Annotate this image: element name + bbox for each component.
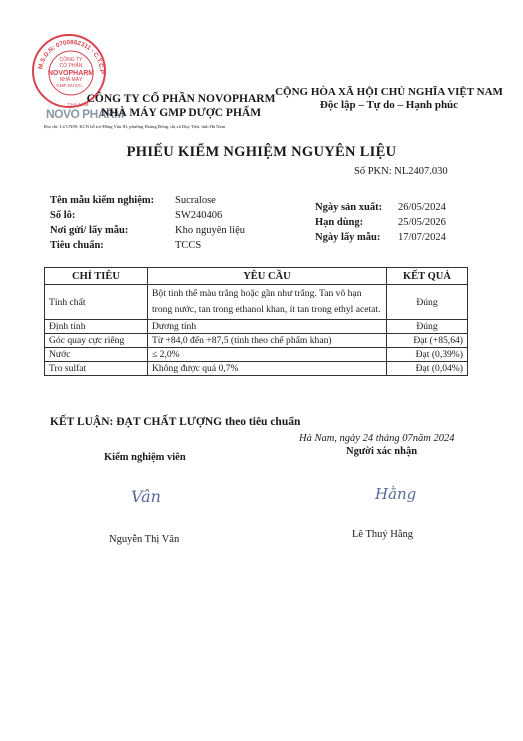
exp-date-label: Hạn dùng: (315, 217, 364, 228)
row-requirement: Từ +84,0 đến +87,5 (tính theo chế phẩm khan) (148, 334, 387, 348)
requirement-line1: Bột tinh thể màu trắng hoặc gần như trắng. Tan vô hạn (152, 288, 362, 299)
info-values-left (175, 193, 245, 253)
sample-name-label: Tên mẫu kiểm nghiệm: (50, 195, 155, 206)
row-item: Tro sulfat (45, 362, 148, 376)
sender-value: Kho nguyên liệu (175, 225, 245, 236)
stamp-line4: NHÀ MÁY (59, 77, 83, 83)
requirement-line2: trong nước, tan trong ethanol khan, ít tan trong ethyl acetat. (152, 304, 381, 315)
sender-label: Nơi gửi/ lấy mẫu: (50, 225, 129, 236)
sample-name-value: Sucralose (175, 195, 216, 206)
row-result: Đúng (387, 320, 468, 334)
stamp-ring-text: M.S.D.N: 0700862311 - C.T.C.P (37, 38, 106, 75)
document-title: PHIẾU KIỂM NGHIỆM NGUYÊN LIỆU (126, 144, 397, 160)
right-signer-name: Lê Thuý Hằng (352, 529, 414, 540)
info-labels-left (50, 193, 154, 253)
company-name (86, 92, 276, 120)
conclusion: KẾT LUẬN: ĐẠT CHẤT LƯỢNG theo tiêu chuẩn (50, 416, 301, 428)
stamp-bottom: T.HÀ NAM (67, 102, 89, 107)
stamp-line2: CỔ PHẦN (59, 63, 83, 69)
info-labels-right (315, 200, 382, 245)
country-line1: CỘNG HÒA XÃ HỘI CHỦ NGHĨA VIỆT NAM (275, 86, 503, 98)
mfg-date-value: 26/05/2024 (398, 202, 446, 213)
company-line1: CÔNG TY CỔ PHẦN NOVOPHARM (86, 93, 276, 105)
company-address: Địa chỉ: Lô CN09, KCN hỗ trợ Đồng Văn III, phường Hoàng Đông, thị xã Duy Tiên, tỉnh Hà Nam (44, 124, 226, 129)
company-line2: NHÀ MÁY GMP DƯỢC PHẨM (100, 107, 262, 119)
table-row (45, 334, 468, 348)
info-values-right (398, 200, 446, 245)
table-row (45, 285, 468, 320)
date-line: Hà Nam, ngày 24 tháng 07năm 2024 (299, 433, 455, 444)
row-requirement (148, 285, 387, 320)
left-signer-title: Kiểm nghiệm viên (104, 452, 186, 463)
pkn-number: Số PKN: NL2407.030 (354, 166, 448, 177)
standard-label: Tiêu chuẩn: (50, 240, 104, 251)
row-result: Đạt (+85,64) (387, 334, 468, 348)
header-item: CHỈ TIÊU (45, 268, 148, 285)
table-header-row (45, 268, 468, 285)
right-signature: Hằng (375, 485, 417, 503)
row-item: Nước (45, 348, 148, 362)
test-results-table (44, 267, 468, 376)
right-signer-title: Người xác nhận (346, 446, 418, 457)
table-row (45, 320, 468, 334)
stamp-line5: GMP DƯỢC... (56, 83, 86, 88)
novopharm-logo: NOVO PHARM (46, 107, 124, 121)
table-row (45, 362, 468, 376)
row-result: Đạt (0,04%) (387, 362, 468, 376)
sampling-date-value: 17/07/2024 (398, 232, 446, 243)
row-result: Đạt (0,39%) (387, 348, 468, 362)
row-item: Tính chất (45, 285, 148, 320)
row-item: Góc quay cực riêng (45, 334, 148, 348)
national-motto (274, 86, 504, 112)
mfg-date-label: Ngày sản xuất: (315, 202, 383, 213)
row-requirement: Dương tính (148, 320, 387, 334)
left-signer-name: Nguyễn Thị Vân (109, 534, 180, 545)
stamp-line1: CÔNG TY (59, 57, 83, 63)
country-line2: Độc lập – Tự do – Hạnh phúc (319, 99, 459, 111)
standard-value: TCCS (175, 240, 202, 251)
lot-value: SW240406 (175, 210, 223, 221)
row-item: Định tính (45, 320, 148, 334)
header-requirement: YÊU CẦU (148, 268, 387, 285)
row-requirement: Không được quá 0,7% (148, 362, 387, 376)
row-result: Đúng (387, 285, 468, 320)
left-signature: Vân (131, 487, 161, 506)
row-requirement: ≤ 2,0% (148, 348, 387, 362)
sampling-date-label: Ngày lấy mẫu: (315, 232, 381, 243)
lot-label: Số lô: (50, 210, 76, 221)
header-result: KẾT QUẢ (387, 268, 468, 285)
table-row (45, 348, 468, 362)
stamp-line3: NOVOPHARM (47, 70, 95, 77)
exp-date-value: 25/05/2026 (398, 217, 446, 228)
